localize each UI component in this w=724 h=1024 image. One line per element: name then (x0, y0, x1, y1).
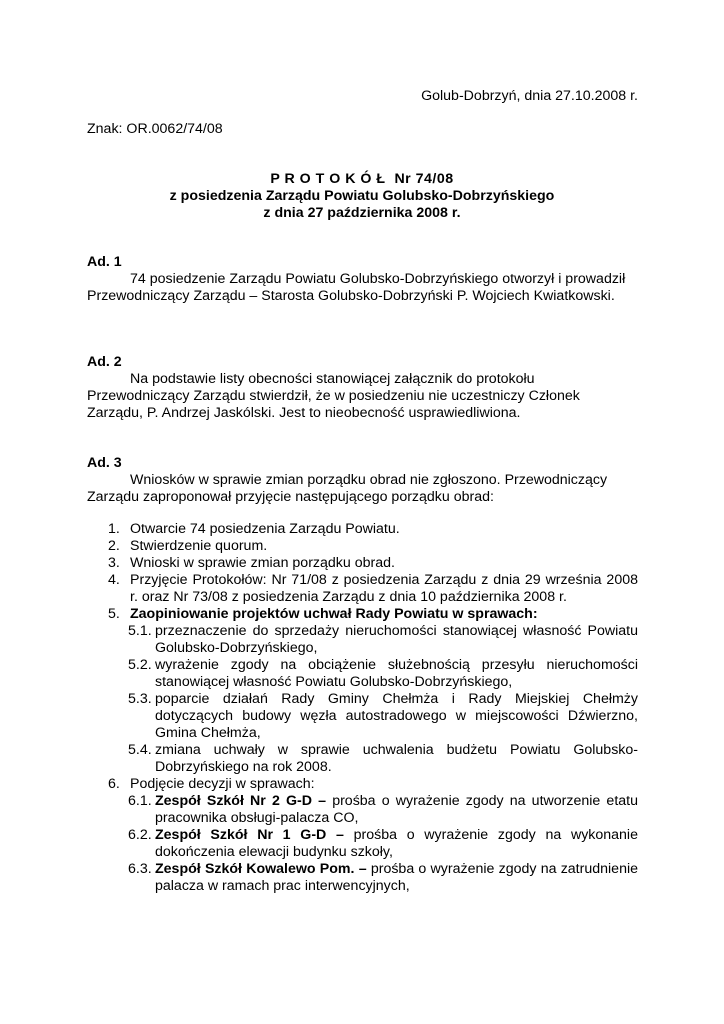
item-text: prośba o wyrażenie zgody na wykonanie dokończenia elewacji budynku szkoły, (155, 827, 638, 860)
section-heading: Ad. 3 (87, 455, 122, 471)
list-item (87, 555, 638, 572)
title-line-3: z dnia 27 października 2008 r. (263, 205, 461, 221)
item-text: Zaopiniowanie projektów uchwał Rady Powiatu w sprawach: (130, 606, 538, 622)
item-number: 5.1. (128, 623, 152, 639)
item-number: 5.2. (128, 657, 152, 673)
item-text: prośba o wyrażenie zgody na utworzenie etatu pracownika obsługi-palacza CO, (155, 793, 638, 826)
item-number: 3. (108, 555, 120, 571)
list-item (87, 572, 638, 606)
item-text: Stwierdzenie quorum. (130, 538, 268, 554)
section-text: Na podstawie listy obecności stanowiącej załącznik do protokołu Przewodniczący Zarządu stwierdził, że w posiedzeniu nie uczestniczy Członek Zarządu, P. Andrzej Jaskólski. Jest to nieobecność usprawiedliwiona. (87, 371, 580, 421)
item-text: wyrażenie zgody na obciążenie służebnością przesyłu nieruchomości stanowiącej własność Powiatu Golubsko-Dobrzyńskiego, (155, 657, 638, 690)
item-bold-text: Zespół Szkół Nr 2 G-D – (155, 793, 327, 809)
sub-list-item (87, 861, 638, 895)
section-heading: Ad. 1 (87, 254, 122, 270)
item-text: Otwarcie 74 posiedzenia Zarządu Powiatu. (130, 521, 400, 537)
section-ad2 (87, 354, 638, 422)
sub-list-item (87, 793, 638, 827)
section-text: Wniosków w sprawie zmian porządku obrad nie zgłoszono. Przewodniczący Zarządu zaproponował przyjęcie następującego porządku obrad: (87, 472, 608, 505)
item-bold-text: Zespół Szkół Nr 1 G-D – (155, 827, 344, 843)
document-sign: Znak: OR.0062/74/08 (87, 121, 223, 137)
item-number: 6.1. (128, 793, 152, 809)
item-number: 6. (108, 776, 120, 792)
section-ad3 (87, 455, 638, 506)
section-heading: Ad. 2 (87, 354, 122, 370)
title-line-2: z posiedzenia Zarządu Powiatu Golubsko-Dobrzyńskiego (169, 188, 555, 204)
sub-list-item (87, 827, 638, 861)
item-text: Przyjęcie Protokołów: Nr 71/08 z posiedzenia Zarządu z dnia 29 września 2008 r. oraz Nr 73/08 z posiedzenia Zarządu z dnia 10 października 2008 r. (130, 572, 638, 605)
item-text: Podjęcie decyzji w sprawach: (130, 776, 315, 792)
section-ad1 (87, 254, 638, 305)
item-number: 2. (108, 538, 120, 554)
item-text: poparcie działań Rady Gminy Chełmża i Rady Miejskiej Chełmży dotyczących budowy węzła autostradowego w miejscowości Dźwierzno, Gmina Chełmża, (155, 691, 638, 741)
list-item (87, 606, 638, 623)
item-number: 1. (108, 521, 120, 537)
section-text: 74 posiedzenie Zarządu Powiatu Golubsko-Dobrzyńskiego otworzył i prowadził Przewodniczący Zarządu – Starosta Golubsko-Dobrzyński P. Wojciech Kwiatkowski. (87, 271, 626, 304)
item-number: 4. (108, 572, 120, 588)
place-date: Golub-Dobrzyń, dnia 27.10.2008 r. (421, 88, 638, 104)
agenda-list (87, 521, 638, 895)
sub-list-item (87, 657, 638, 691)
list-item (87, 776, 638, 793)
item-number: 6.3. (128, 861, 152, 877)
sub-list-item (87, 623, 638, 657)
list-item (87, 538, 638, 555)
item-number: 5.4. (128, 742, 152, 758)
item-number: 6.2. (128, 827, 152, 843)
item-bold-text: Zespół Szkół Kowalewo Pom. – (155, 861, 367, 877)
title-line-1: P R O T O K Ó Ł Nr 74/08 (270, 171, 454, 187)
sub-list-item (87, 691, 638, 742)
item-text: przeznaczenie do sprzedaży nieruchomości stanowiącej własność Powiatu Golubsko-Dobrzyńskiego, (155, 623, 638, 656)
item-text: zmiana uchwały w sprawie uchwalenia budżetu Powiatu Golubsko-Dobrzyńskiego na rok 2008. (155, 742, 638, 775)
item-number: 5. (108, 606, 120, 622)
list-item (87, 521, 638, 538)
sub-list-item (87, 742, 638, 776)
item-text: prośba o wyrażenie zgody na zatrudnienie palacza w ramach prac interwencyjnych, (155, 861, 638, 894)
item-number: 5.3. (128, 691, 152, 707)
item-text: Wnioski w sprawie zmian porządku obrad. (130, 555, 395, 571)
document-title (0, 171, 724, 222)
